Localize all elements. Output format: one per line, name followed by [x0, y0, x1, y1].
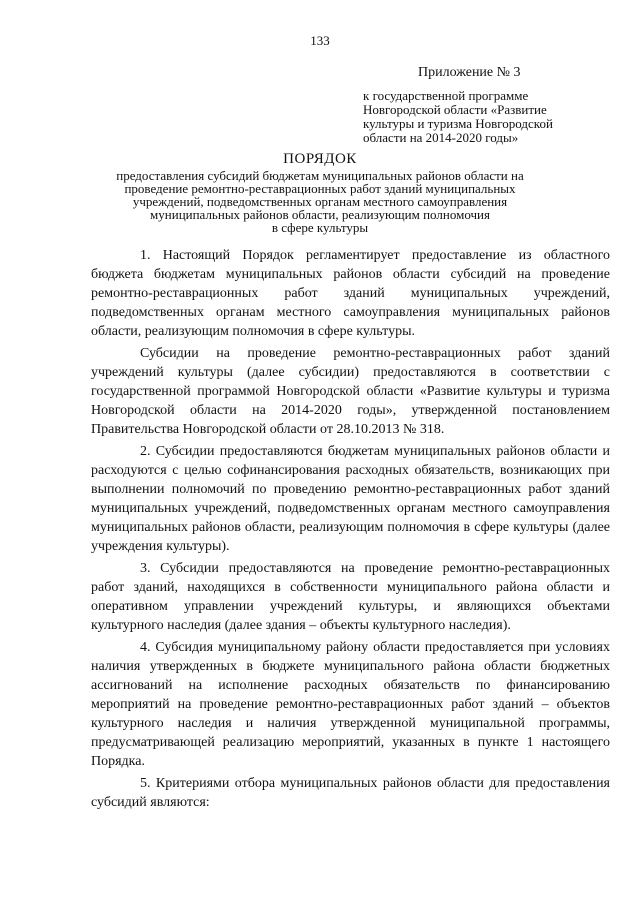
subtitle-line: учреждений, подведомственных органам местного самоуправления — [132, 194, 508, 209]
appendix-line: Новгородской области «Развитие — [363, 102, 547, 117]
paragraph-3: 3. Субсидии предоставляются на проведение ремонтно-реставрационных работ зданий, находящихся в собственности муниципального района области и оперативном управлении учреждений культуры, и являющихся объектами культурного наследия (далее здания – объекты культурного наследия). — [91, 561, 610, 633]
subtitle-line: муниципальных районов области, реализующим полномочия — [150, 207, 490, 222]
appendix-line: к государственной программе — [363, 88, 529, 103]
page-number: 133 — [310, 33, 330, 48]
subtitle-line: проведение ремонтно-реставрационных работ зданий муниципальных — [124, 181, 516, 196]
subtitle-line: предоставления субсидий бюджетам муниципальных районов области на — [116, 168, 524, 183]
appendix-block — [363, 66, 623, 145]
appendix-line: области на 2014-2020 годы» — [363, 130, 519, 145]
subtitle-line: в сфере культуры — [271, 220, 369, 235]
document-title: ПОРЯДОК — [283, 151, 357, 167]
paragraph-5: 5. Критериями отбора муниципальных районов области для предоставления субсидий являются: — [91, 776, 610, 810]
paragraph-subsidies: Субсидии на проведение ремонтно-реставрационных работ зданий учреждений культуры (далее субсидии) предоставляются в соответствии с государственной программой Новгородской области «Развитие культуры и туризма Новгородской области на 2014-2020 годы», утвержденной постановлением Правительства Новгородской области от 28.10.2013 № 318. — [91, 346, 610, 437]
appendix-title: Приложение № 3 — [418, 65, 521, 80]
paragraph-1: 1. Настоящий Порядок регламентирует предоставление из областного бюджета бюджетам муниципальных районов области субсидий на проведение ремонтно-реставрационных работ зданий муниципальных учреждений, подведомственных органам местного самоуправления муниципальных районов области, реализующим полномочия в сфере культуры. — [91, 248, 610, 339]
appendix-line: культуры и туризма Новгородской — [363, 116, 553, 131]
paragraph-2: 2. Субсидии предоставляются бюджетам муниципальных районов области и расходуются с целью софинансирования расходных обязательств, возникающих при выполнении полномочий по проведению ремонтно-реставрационных работ зданий муниципальных учреждений, подведомственных органам местного самоуправления муниципальных районов области, реализующим полномочия в сфере культуры (далее учреждения культуры). — [91, 444, 610, 554]
paragraph-4: 4. Субсидия муниципальному району области предоставляется при условиях наличия утвержденных в бюджете муниципального района области бюджетных ассигнований на исполнение расходных обязательств по финансированию мероприятий на проведение ремонтно-реставрационных работ зданий – объектов культурного наследия и наличия утвержденной муниципальной программы, предусматривающей реализацию мероприятий, указанных в пункте 1 настоящего Порядка. — [91, 640, 610, 769]
document-body — [91, 246, 610, 812]
document-subtitle — [100, 169, 540, 234]
